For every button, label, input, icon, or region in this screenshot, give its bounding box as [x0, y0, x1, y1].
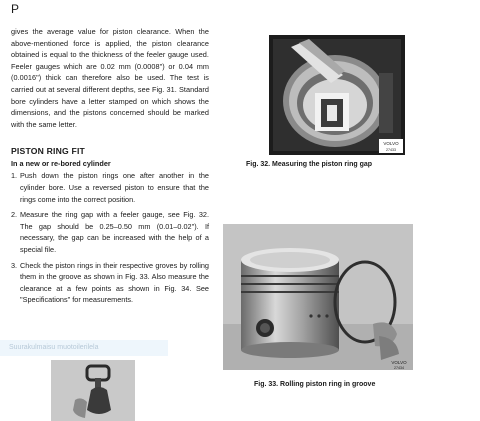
sub-heading: In a new or re-bored cylinder — [11, 159, 111, 169]
piston-ring-illustration — [223, 224, 413, 370]
feeler-gauge-illustration — [51, 360, 135, 421]
figure-34-photo-partial — [51, 360, 135, 421]
step-text: Push down the piston rings one after another in the cylinder bore. Use a reversed piston to ensure that the rings come into the correct position. — [20, 171, 209, 204]
svg-text:VOLVO: VOLVO — [391, 360, 407, 365]
figure-32-caption: Fig. 32. Measuring the piston ring gap — [246, 161, 373, 168]
page-letter: P — [11, 2, 20, 16]
section-heading: PISTON RING FIT — [11, 146, 85, 157]
svg-text:VOLVO: VOLVO — [383, 141, 399, 146]
steps-list — [11, 170, 209, 306]
step-number: 2. — [11, 210, 18, 220]
cylinder-bore-illustration — [269, 35, 405, 155]
svg-text:27434: 27434 — [394, 366, 404, 370]
intro-paragraph: gives the average value for piston clearance. When the above-mentioned force is applied, the piston clearance obtained is equal to the thickness of the feeler gauge used. Feeler gauges which are 0.02 mm (0.0008") or 0.04 mm (0.0016") thick can therefore also be used. The test is carried out at several different depths, see Fig. 31. Standard bore cylinders have a letter stamped on which shows the dimensions, and the pistons concerned should be marked with the same letter. — [11, 27, 209, 129]
step-text: Check the piston rings in their respective groves by rolling them in the groove as shown in Fig. 33. Also measure the clearance at a few points as shown in Fig. 34. See "Specifications" for measurements. — [20, 260, 209, 305]
list-item — [11, 209, 209, 255]
volvo-stamp — [379, 139, 403, 153]
figure-33-photo — [223, 224, 413, 370]
list-item — [11, 260, 209, 306]
figure-32-photo — [269, 35, 405, 155]
text-column — [11, 26, 209, 310]
figure-33-caption: Fig. 33. Rolling piston ring in groove — [254, 381, 376, 388]
svg-text:27433: 27433 — [386, 148, 396, 152]
step-text: Measure the ring gap with a feeler gauge, see Fig. 32. The gap should be 0.25–0.50 mm (0.01–0.02"). If necessary, the gap can be increased with the help of a special file. — [20, 210, 209, 254]
step-number: 1. — [11, 171, 18, 181]
popup-strip[interactable]: Suurakulmaisu muotoilerilela — [0, 340, 168, 356]
step-number: 3. — [11, 260, 18, 270]
list-item — [11, 170, 209, 205]
